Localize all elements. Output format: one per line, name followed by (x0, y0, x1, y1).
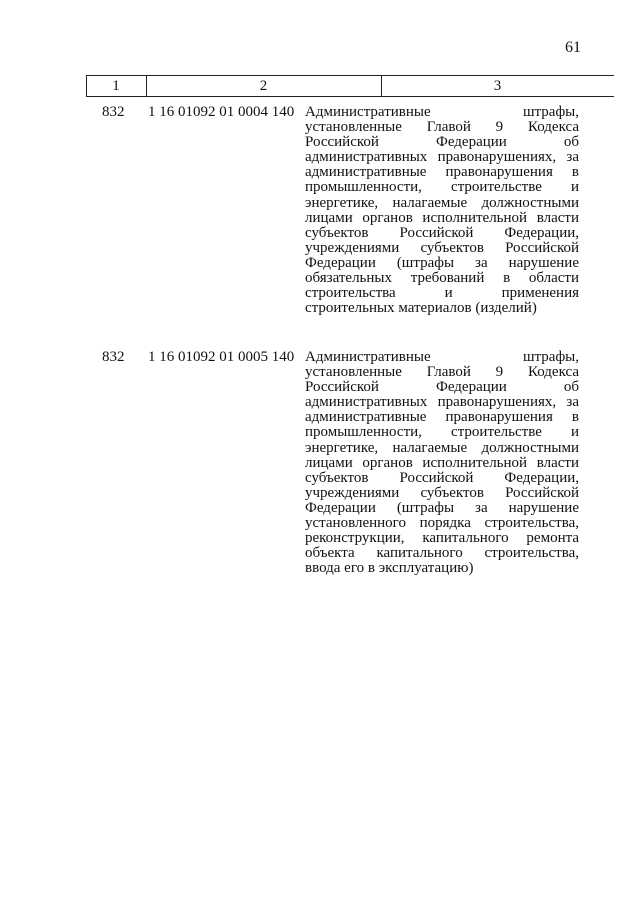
description-cell (305, 350, 579, 576)
description-line: ввода его в эксплуатацию) (305, 560, 474, 577)
description-line: субъектов Российской Федерации, (305, 469, 579, 486)
table-header-col-3: 3 (493, 78, 502, 94)
admin-code-cell: 832 (102, 104, 125, 120)
description-line: энергетике, налагаемые должностными (305, 194, 579, 211)
description-cell (305, 105, 579, 316)
description-line: строительных материалов (изделий) (305, 300, 537, 317)
description-line: установленного порядка строительства, (305, 515, 579, 532)
description-line: промышленности, строительстве и (305, 424, 579, 441)
description-line: строительства и применения (305, 285, 579, 302)
kbk-code-cell: 1 16 01092 01 0004 140 (148, 104, 295, 120)
description-line: учреждениями субъектов Российской (305, 239, 579, 256)
description-line: энергетике, налагаемые должностными (305, 439, 579, 456)
page-number: 61 (565, 39, 581, 56)
kbk-code-cell: 1 16 01092 01 0005 140 (148, 349, 295, 365)
table-header-col-2: 2 (146, 76, 382, 96)
description-line: Федерации (штрафы за нарушение (305, 254, 579, 271)
description-line: установленные Главой 9 Кодекса (305, 119, 579, 136)
description-line: Российской Федерации об (305, 134, 579, 151)
description-line: Административные штрафы, (305, 349, 579, 365)
table-header-row (86, 75, 614, 97)
description-line: лицами органов исполнительной власти (305, 454, 579, 471)
description-line: Российской Федерации об (305, 379, 579, 396)
description-line: объекта капитального строительства, (305, 545, 579, 562)
description-line: Федерации (штрафы за нарушение (305, 499, 579, 516)
description-line: административные правонарушения в (305, 164, 579, 181)
admin-code-cell: 832 (102, 349, 125, 365)
description-line: административные правонарушения в (305, 409, 579, 426)
description-line: промышленности, строительстве и (305, 179, 579, 196)
description-line: лицами органов исполнительной власти (305, 209, 579, 226)
description-line: установленные Главой 9 Кодекса (305, 364, 579, 381)
description-line: реконструкции, капитального ремонта (305, 530, 579, 547)
description-line: Административные штрафы, (305, 104, 579, 120)
description-line: субъектов Российской Федерации, (305, 224, 579, 241)
description-line: административных правонарушениях, за (305, 149, 579, 166)
description-line: учреждениями субъектов Российской (305, 484, 579, 501)
table-header-col-1: 1 (86, 76, 147, 96)
description-line: административных правонарушениях, за (305, 394, 579, 411)
description-line: обязательных требований в области (305, 270, 579, 287)
